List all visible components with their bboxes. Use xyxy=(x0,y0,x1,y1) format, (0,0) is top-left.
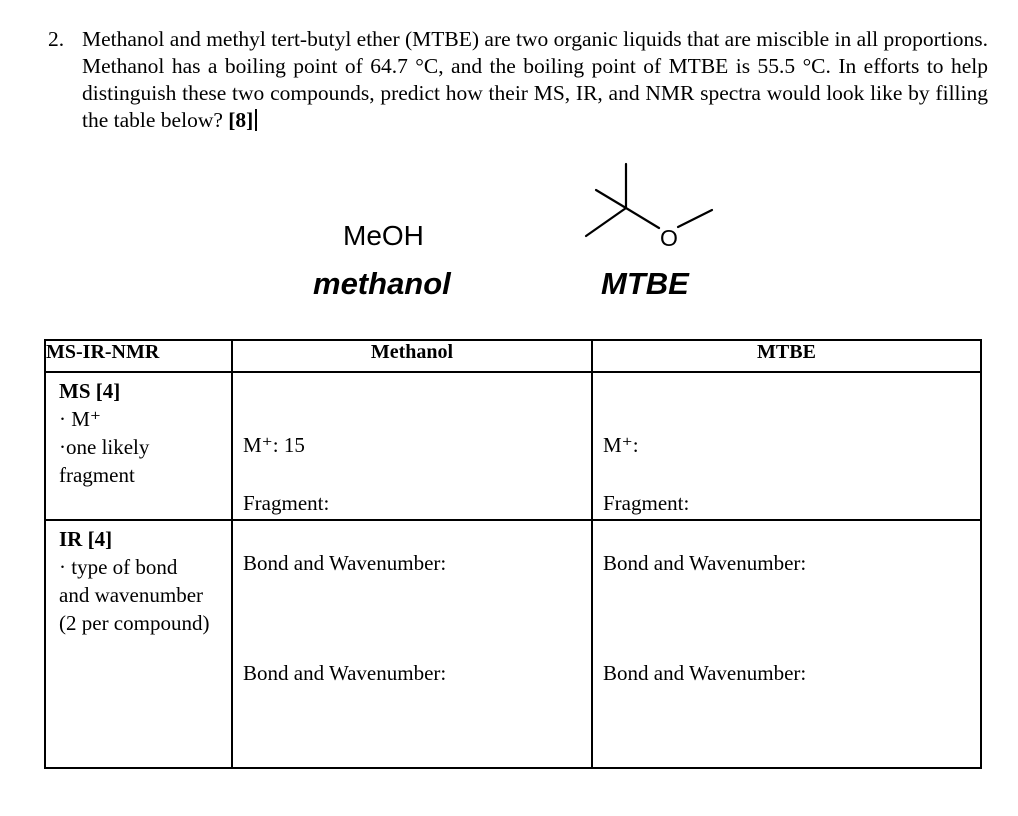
question-number: 2. xyxy=(48,27,65,51)
text-cursor xyxy=(255,109,257,131)
methanol-fragment-label: Fragment: xyxy=(243,491,330,515)
header-category: MS-IR-NMR xyxy=(45,340,232,372)
mtbe-structure xyxy=(580,160,720,255)
ir-line-wavenumber: and wavenumber xyxy=(59,583,204,607)
ir-line-bond-type: · type of bond xyxy=(59,555,178,579)
methanol-formula: MeOH xyxy=(343,220,424,251)
ms-bullet-mplus: · M⁺ xyxy=(59,407,101,431)
ms-mtbe-cell[interactable] xyxy=(592,372,981,520)
ms-methanol-cell[interactable] xyxy=(232,372,592,520)
ms-criteria-cell xyxy=(45,372,232,520)
mtbe-ir-bond-2: Bond and Wavenumber: xyxy=(603,661,807,685)
methanol-name-label: methanol xyxy=(313,266,451,301)
ir-line-per-compound: (2 per compound) xyxy=(59,611,210,635)
mtbe-name-label: MTBE xyxy=(601,266,689,301)
bond-o-methyl xyxy=(678,210,712,227)
ir-title: IR [4] xyxy=(59,527,113,551)
question-marks: [8] xyxy=(228,108,254,132)
table-header-row xyxy=(45,340,981,372)
ms-title: MS [4] xyxy=(59,379,121,403)
mtbe-mplus-label: M⁺: xyxy=(603,433,639,457)
ms-bullet-fragment-cont: fragment xyxy=(59,463,135,487)
table-row-ms xyxy=(45,372,981,520)
ir-mtbe-cell[interactable] xyxy=(592,520,981,768)
ir-criteria-cell xyxy=(45,520,232,768)
methanol-mplus-answer: M⁺: 15 xyxy=(243,433,305,457)
header-methanol: Methanol xyxy=(232,340,592,372)
oxygen-atom-label: O xyxy=(660,225,678,251)
question-text: Methanol and methyl tert-butyl ether (MTBE) are two organic liquids that are miscible in all proportions. Methanol has a boiling point of 64.7 °C, and the boiling point of MTBE is 55.5 °C. In efforts to help distinguish these two compounds, predict how their MS, IR, and NMR spectra would look like by filling the table below? xyxy=(82,27,988,132)
ms-bullet-fragment: ·one likely xyxy=(59,435,150,459)
spectra-table xyxy=(44,339,982,769)
ir-methanol-cell[interactable] xyxy=(232,520,592,768)
table-row-ir xyxy=(45,520,981,768)
bond-lower-methyl xyxy=(586,208,626,236)
methanol-ir-bond-2: Bond and Wavenumber: xyxy=(243,661,447,685)
mtbe-fragment-label: Fragment: xyxy=(603,491,690,515)
question-text-block xyxy=(82,26,988,134)
bond-left-methyl xyxy=(596,190,626,208)
mtbe-ir-bond-1: Bond and Wavenumber: xyxy=(603,551,807,575)
question-block xyxy=(48,26,988,134)
methanol-ir-bond-1: Bond and Wavenumber: xyxy=(243,551,447,575)
bond-c-o xyxy=(626,208,659,228)
header-mtbe: MTBE xyxy=(592,340,981,372)
